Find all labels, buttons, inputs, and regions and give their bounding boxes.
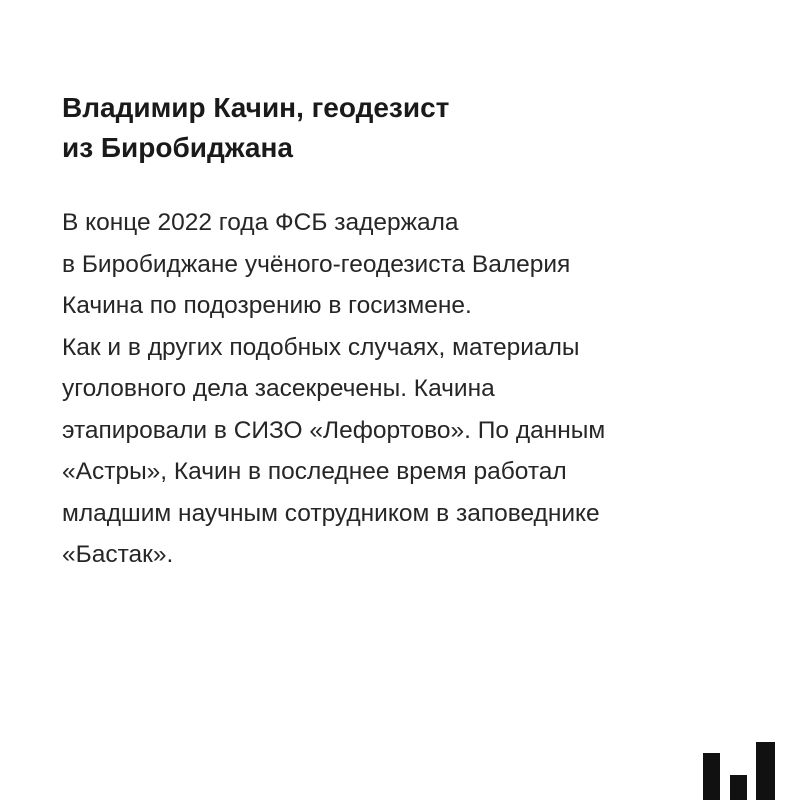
body-line-6: этапировали в СИЗО «Лефортово». По данным [62, 416, 606, 444]
body-line-5: уголовного дела засекречены. Качина [62, 375, 495, 402]
body-line-7: «Астры», Качин в последнее время работал [62, 458, 567, 485]
title-line-2: из Биробиджана [62, 132, 293, 163]
article-body [62, 202, 752, 576]
bar-chart-logo-icon [703, 742, 775, 800]
logo-bar-middle [730, 775, 747, 800]
body-line-3: Качина по подозрению в госизмене. [62, 292, 472, 319]
body-line-2: в Биробиджане учёного-геодезиста Валерия [62, 250, 571, 278]
article-title [62, 88, 682, 168]
title-line-1: Владимир Качин, геодезист [62, 92, 450, 123]
body-line-8: младшим научным сотрудником в заповеднике [62, 499, 600, 527]
logo-bar-left [703, 753, 720, 800]
body-line-9: «Бастак». [62, 541, 174, 568]
logo-bar-right [756, 742, 775, 800]
body-line-1: В конце 2022 года ФСБ задержала [62, 209, 459, 236]
body-line-4: Как и в других подобных случаях, материалы [62, 333, 580, 361]
